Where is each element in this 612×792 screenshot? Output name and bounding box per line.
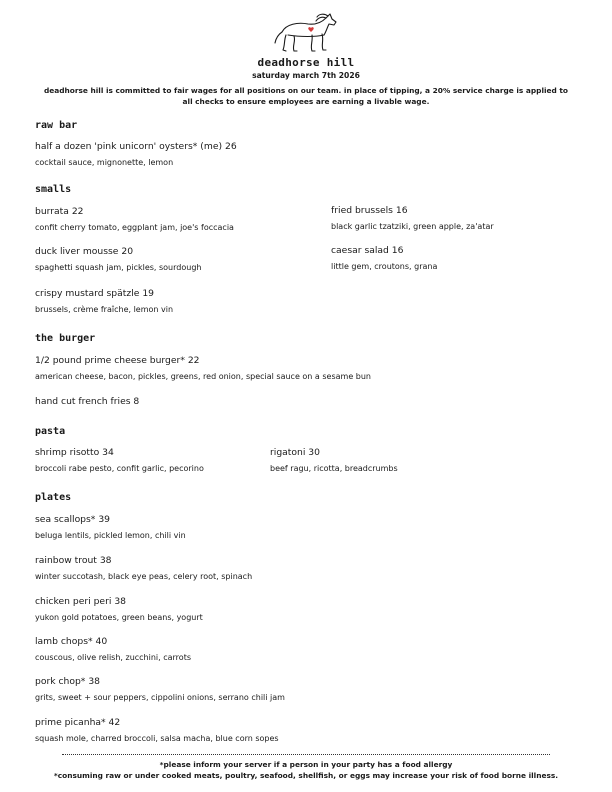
item-description: beef ragu, ricotta, breadcrumbs bbox=[270, 464, 398, 473]
item-description: american cheese, bacon, pickles, greens, red onion, special sauce on a sesame bun bbox=[35, 372, 371, 381]
menu-item bbox=[35, 514, 186, 541]
menu-item bbox=[35, 447, 204, 474]
item-description: yukon gold potatoes, green beans, yogurt bbox=[35, 613, 203, 622]
horse-logo-icon bbox=[272, 10, 340, 56]
menu-item bbox=[331, 245, 437, 272]
item-description: couscous, olive relish, zucchini, carrots bbox=[35, 653, 191, 662]
item-description: beluga lentils, pickled lemon, chili vin bbox=[35, 531, 186, 540]
menu-item bbox=[35, 206, 234, 233]
section-title-plates: plates bbox=[35, 492, 72, 503]
allergy-notice: *please inform your server if a person in your party has a food allergy bbox=[159, 760, 453, 769]
menu-item bbox=[35, 555, 252, 582]
menu-item bbox=[331, 205, 494, 232]
item-name: rainbow trout 38 bbox=[35, 555, 112, 566]
item-name: hand cut french fries 8 bbox=[35, 396, 140, 407]
item-name: pork chop* 38 bbox=[35, 676, 101, 687]
item-description: black garlic tzatziki, green apple, za'atar bbox=[331, 222, 494, 231]
menu-item bbox=[35, 246, 201, 273]
item-description: winter succotash, black eye peas, celery root, spinach bbox=[35, 572, 253, 581]
wage-policy bbox=[30, 85, 582, 107]
item-name: chicken peri peri 38 bbox=[35, 596, 127, 607]
menu-item bbox=[270, 447, 398, 474]
menu-date: saturday march 7th 2026 bbox=[252, 71, 360, 80]
item-description: squash mole, charred broccoli, salsa macha, blue corn sopes bbox=[35, 734, 279, 743]
menu-item bbox=[35, 636, 191, 663]
item-description: confit cherry tomato, eggplant jam, joe's foccacia bbox=[35, 223, 234, 232]
menu-item bbox=[35, 596, 203, 623]
section-title-raw-bar: raw bar bbox=[35, 120, 78, 131]
item-description: broccoli rabe pesto, confit garlic, pecorino bbox=[35, 464, 204, 473]
restaurant-name: deadhorse hill bbox=[257, 56, 355, 69]
menu-item bbox=[35, 141, 237, 168]
menu-item bbox=[35, 676, 285, 703]
item-description: brussels, crème fraîche, lemon vin bbox=[35, 305, 174, 314]
item-name: duck liver mousse 20 bbox=[35, 246, 134, 257]
item-name: crispy mustard spätzle 19 bbox=[35, 288, 155, 299]
item-name: half a dozen 'pink unicorn' oysters* (me) 26 bbox=[35, 141, 237, 152]
policy-line: deadhorse hill is committed to fair wages for all positions on our team. in place of tipping, a 20% service charge is applied to bbox=[43, 86, 569, 95]
item-description: grits, sweet + sour peppers, cippolini onions, serrano chili jam bbox=[35, 693, 285, 702]
item-name: caesar salad 16 bbox=[331, 245, 404, 256]
raw-food-warning: *consuming raw or under cooked meats, poultry, seafood, shellfish, or eggs may increase your risk of food borne illness. bbox=[53, 771, 559, 780]
item-name: shrimp risotto 34 bbox=[35, 447, 114, 458]
item-name: fried brussels 16 bbox=[331, 205, 408, 216]
section-title-burger: the burger bbox=[35, 333, 96, 344]
section-title-smalls: smalls bbox=[35, 184, 72, 195]
item-name: 1/2 pound prime cheese burger* 22 bbox=[35, 355, 200, 366]
item-description: little gem, croutons, grana bbox=[331, 262, 438, 271]
item-name: burrata 22 bbox=[35, 206, 84, 217]
item-name: sea scallops* 39 bbox=[35, 514, 111, 525]
menu-item bbox=[35, 717, 279, 744]
policy-line: all checks to ensure employees are earning a livable wage. bbox=[182, 97, 430, 106]
menu-item bbox=[35, 288, 173, 315]
item-description: cocktail sauce, mignonette, lemon bbox=[35, 158, 174, 167]
item-name: rigatoni 30 bbox=[270, 447, 321, 458]
section-title-pasta: pasta bbox=[35, 426, 66, 437]
menu-item bbox=[35, 355, 371, 382]
item-name: lamb chops* 40 bbox=[35, 636, 108, 647]
item-name: prime picanha* 42 bbox=[35, 717, 121, 728]
footer-divider bbox=[62, 754, 550, 755]
menu-item bbox=[35, 396, 139, 408]
item-description: spaghetti squash jam, pickles, sourdough bbox=[35, 263, 202, 272]
